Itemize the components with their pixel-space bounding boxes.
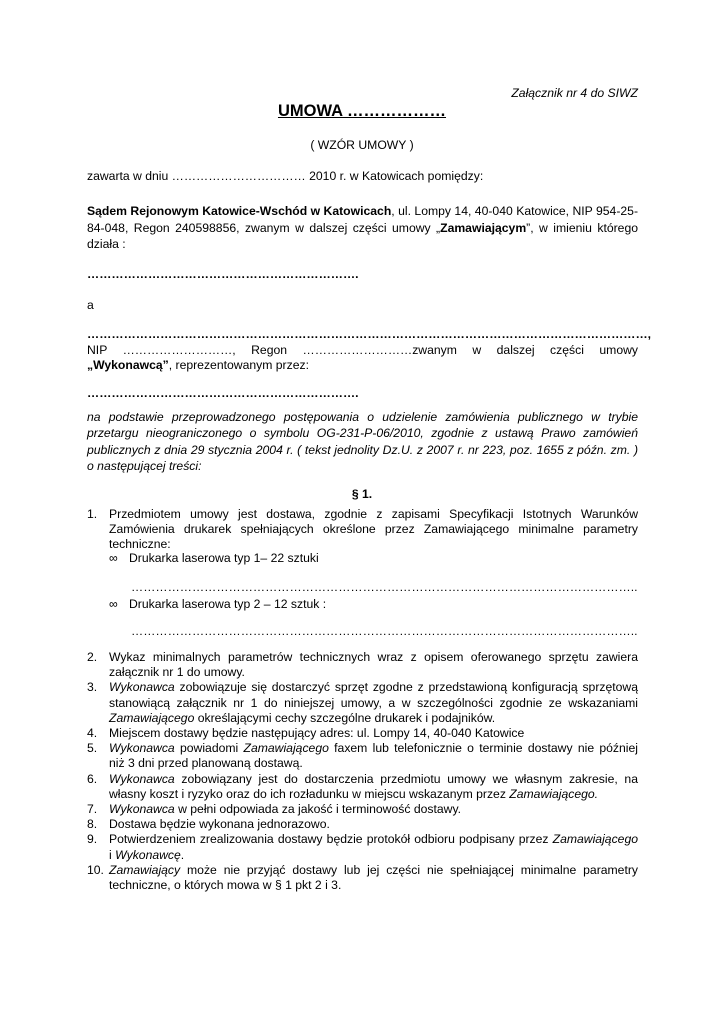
party1-name: Sądem Rejonowym Katowice-Wschód w Katowicach [87, 204, 392, 218]
item-text: Wykonawca [109, 802, 175, 817]
party1-paragraph [87, 203, 638, 253]
document-title [0, 102, 724, 121]
item-number: 9. [87, 832, 98, 847]
list-item [87, 772, 638, 802]
item-text: Przedmiotem umowy jest dostawa, zgodnie z zapisami Specyfikacji Istotnych Warunków Zamówienia drukarek spełniających określone przez Zamawiającego minimalne parametry techniczne: [109, 507, 638, 552]
item-text: określającymi cechy szczególne drukarek i podajników. [194, 710, 496, 725]
party1-details: , ul. Lompy 14, 40-040 Katowice, NIP 954-25-84-048, Regon 240598856, zwanym w dalszej części umowy „ [87, 204, 639, 235]
list-item [87, 832, 638, 862]
item-text: Miejscem dostawy będzie następujący adres: ul. Lompy 14, 40-040 Katowice [109, 726, 525, 741]
party2-role: „Wykonawcą” [87, 358, 169, 372]
list-item [87, 680, 638, 726]
item-text: Dostawa będzie wykonana jednorazowo. [109, 817, 330, 832]
item-text: może nie przyjąć dostawy lub jej części nie spełniającej minimalne parametry techniczne, o których mowa w § 1 pkt 2 i 3. [109, 862, 638, 893]
item-text: i [109, 847, 116, 862]
item-text: powiadomi [174, 741, 244, 756]
list-item [87, 650, 638, 680]
bullet-dots: …………………………………………………………………………………………………………….. [131, 580, 638, 594]
bullet-item [109, 596, 326, 612]
item-number: 5. [87, 741, 98, 756]
item-text: Zamawiającego [552, 832, 638, 847]
list-item [87, 863, 638, 893]
and-connector: a [87, 298, 94, 312]
bullet-item [109, 550, 319, 566]
item-text: Zamawiającego. [509, 786, 599, 801]
document-subtitle: ( WZÓR UMOWY ) [310, 138, 414, 152]
items-list [87, 650, 638, 893]
party2-represented: , reprezentowanym przez: [168, 358, 309, 372]
item-number: 4. [87, 726, 98, 741]
item-number: 7. [87, 802, 98, 817]
bullet-mark: ∞ [109, 597, 118, 611]
section-sign: § 1. [351, 487, 373, 501]
bullet-text: Drukarka laserowa typ 2 – 12 sztuk : [129, 597, 327, 611]
concluded-line: zawarta w dniu …………………………… 2010 r. w Katowicach pomiędzy: [87, 169, 484, 183]
party2-name-dots: …………………………………………………………………………………………………………………………, [87, 327, 652, 341]
item-text: Potwierdzeniem zrealizowania dostawy będzie protokół odbioru podpisany przez [109, 832, 553, 847]
item-number: 10. [87, 862, 104, 877]
list-item [87, 741, 638, 771]
item-text: Wykonawca [109, 771, 175, 786]
item-text: zobowiązuje się dostarczyć sprzęt zgodne z przedstawioną konfiguracją sprzętową stanowiącą załącznik nr 1 do niniejszej umowy, a w szczególności zgodnie ze wskazaniami [109, 680, 638, 710]
item-text: Zamawiającego [243, 741, 329, 756]
annex-label: Załącznik nr 4 do SIWZ [511, 86, 638, 100]
item-number: 3. [87, 680, 98, 695]
bullet-dots: …………………………………………………………………………………………………………….. [131, 624, 638, 638]
party1-role: Zamawiającym [440, 220, 527, 235]
item-text: Wykonawca [109, 741, 175, 756]
item1-list [87, 507, 638, 553]
item-number: 2. [87, 650, 98, 664]
title-text: UMOWA ……………… [277, 102, 447, 120]
representative1-dots: …………………………………………………………. [87, 267, 359, 281]
item-text: Wykonawcę [115, 847, 181, 862]
item-text: . [180, 847, 185, 862]
legal-basis-paragraph: na podstawie przeprowadzonego postępowania o udzielenie zamówienia publicznego w trybie przetargu nieograniczonego o symbolu OG-231-P-06/2010, zgodnie z ustawą Prawo zamówień publicznych z dnia 29 stycznia 2004 r. ( tekst jednolity Dz.U. z 2007 r. nr 223, poz. 1655 z późn. zm. ) o następującej treści: [87, 410, 638, 473]
item-number: 8. [87, 817, 98, 832]
item-text: Zamawiający [109, 862, 181, 877]
item-text: Wykonawca [109, 680, 175, 695]
party1-represented: ”, w imieniu którego działa : [87, 220, 638, 251]
item-text: faxem lub telefonicznie o terminie dostawy nie później niż 3 dni przed planowaną dostawą. [109, 741, 638, 771]
bullet-mark: ∞ [109, 551, 118, 565]
item-text: Zamawiającego [109, 710, 195, 725]
list-item [87, 802, 638, 817]
item-number: 6. [87, 771, 98, 786]
item-text: Wykaz minimalnych parametrów technicznych wraz z opisem oferowanego sprzętu zawiera załącznik nr 1 do umowy. [109, 650, 638, 680]
bullet-text: Drukarka laserowa typ 1– 22 sztuki [129, 551, 319, 565]
list-item [87, 507, 638, 553]
representative2-dots: …………………………………………………………. [87, 386, 359, 400]
item-number: 1. [87, 507, 98, 521]
list-item [87, 726, 638, 741]
party2-paragraph [87, 327, 652, 374]
item-text: zobowiązany jest do dostarczenia przedmiotu umowy we własnym zakresie, na własny koszt i ryzyko oraz do ich rozładunku w miejscu wskazanym przez [109, 771, 638, 801]
list-item [87, 817, 638, 832]
party2-nip-regon: NIP ………………………, Regon ………………………zwanym w dalszej części umowy [87, 342, 638, 357]
item-text: w pełni odpowiada za jakość i terminowość dostawy. [174, 802, 462, 817]
